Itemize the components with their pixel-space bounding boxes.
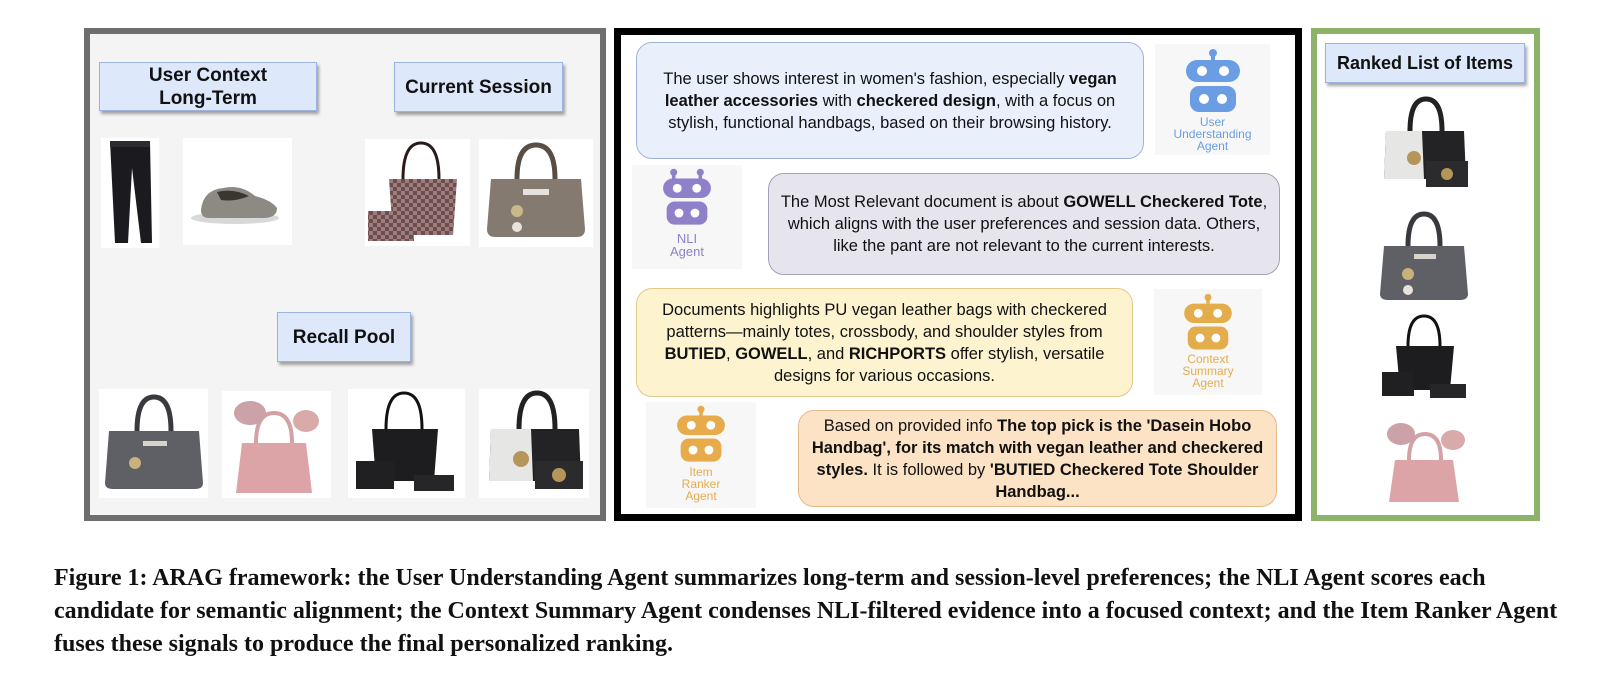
recall-grey-handbag-image [99,389,208,498]
user-understanding-agent [1155,44,1270,155]
robot-icon [656,167,718,229]
recall-black-tote-image [348,389,465,498]
recall-pink-tote-image [222,391,331,498]
ranked-item-3-image [1376,312,1472,403]
robot-icon [1177,293,1239,353]
shoe-image [183,138,292,245]
nli-agent [632,165,742,269]
nli-agent-summary: The Most Relevant document is about GOWELL Checkered Tote, which aligns with the user preferences and session data. Others, like the pant are not relevant to the current interests. [768,173,1280,275]
recall-pool-label: Recall Pool [277,312,411,362]
item-ranker-agent [646,402,756,508]
ranked-item-4-image [1379,416,1471,505]
checkered-tote-image [365,139,470,246]
agent-label: User Understanding Agent [1173,115,1252,153]
pants-image [101,138,159,248]
context-summary-text: Documents highlights PU vegan leather bags with checkered patterns—mainly totes, crossbody, and shoulder styles from BUTIED, GOWELL, and RICHPORTS offer stylish, versatile designs for various occasions. [636,288,1133,397]
current-session-label: Current Session [394,62,563,112]
figure-caption: Figure 1: ARAG framework: the User Understanding Agent summarizes long-term and session-level preferences; the NLI Agent scores each candidate for semantic alignment; the Context Summary Agent condenses NLI-filtered evidence into a focused context; and the Item Ranker Agent fuses these signals to produce the final personalized ranking. [54,565,1558,657]
robot-icon [670,404,732,466]
grey-handbag-image [479,139,593,247]
robot-icon [1178,48,1248,116]
item-ranker-summary: Based on provided info The top pick is the 'Dasein Hobo Handbag', for its match with vegan leather and checkered styles. It is followed by 'BUTIED Checkered Tote Shoulder Handbag... [798,410,1277,507]
recall-white-black-handbag-image [479,389,589,498]
user-understanding-summary: The user shows interest in women's fashion, especially vegan leather accessories with checkered design, with a focus on stylish, functional handbags, based on their browsing history. [636,42,1144,159]
agent-label: NLI Agent [670,231,704,259]
ranked-list-title: Ranked List of Items [1325,43,1525,83]
agent-label: Context Summary Agent [1182,352,1234,390]
user-context-label: User Context Long-Term [99,62,317,111]
ranked-item-1-image [1376,95,1472,192]
ranked-item-2-image [1376,208,1472,304]
agent-label: Item Ranker Agent [681,465,721,503]
context-summary-agent [1154,289,1262,395]
